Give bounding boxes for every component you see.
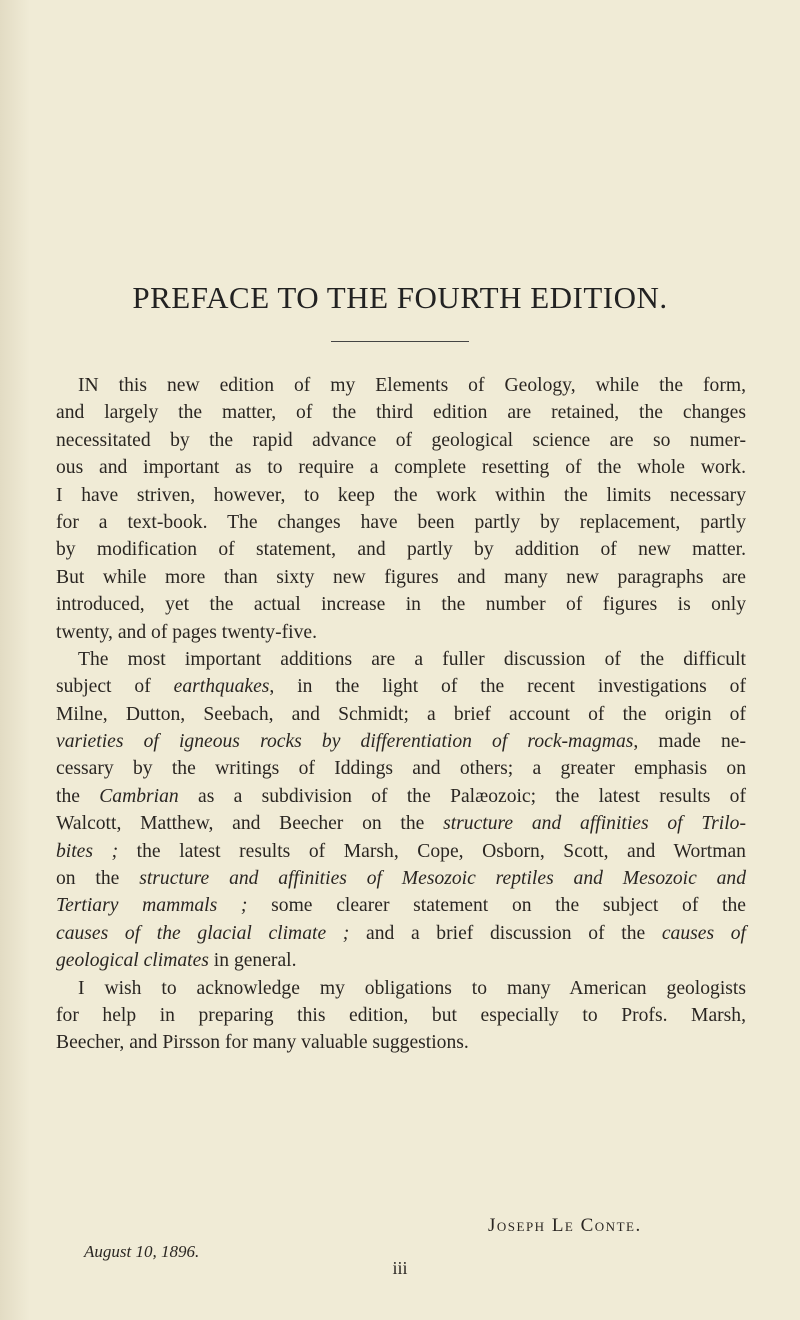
text-line: and largely the matter, of the third edition are retained, the changes (56, 402, 746, 424)
italic-term: structure and affinities of Trilo- (443, 813, 746, 835)
text-line: Beecher, and Pirsson for many valuable suggestions. (56, 1032, 469, 1054)
italic-term: Cambrian (99, 785, 179, 807)
text-line: I have striven, however, to keep the work within the limits necessary (56, 484, 746, 506)
text-line: Walcott, Matthew, and Beecher on the structure and affinities of Trilo- (56, 813, 746, 835)
text-line: ous and important as to require a complete resetting of the whole work. (56, 457, 746, 479)
preface-heading: PREFACE TO THE FOURTH EDITION. (132, 280, 668, 315)
text-line: Milne, Dutton, Seebach, and Schmidt; a brief account of the origin of (56, 703, 746, 725)
text-line: on the structure and affinities of Mesozoic reptiles and Mesozoic and (56, 868, 746, 890)
heading-rule (331, 341, 469, 342)
text-line: the Cambrian as a subdivision of the Palæozoic; the latest results of (56, 785, 746, 807)
text-line: causes of the glacial climate ; and a brief discussion of the causes of (56, 922, 746, 944)
italic-term: causes of (661, 922, 746, 944)
paragraph-3 (56, 975, 746, 1057)
preface-body (56, 372, 746, 1057)
text-line: geological climates in general. (56, 950, 297, 972)
text-line: But while more than sixty new figures and many new paragraphs are (56, 566, 746, 588)
italic-term: structure and affinities of Mesozoic reptiles and Mesozoic and (139, 868, 746, 890)
text-line: for help in preparing this edition, but especially to Profs. Marsh, (56, 1004, 746, 1026)
text-line: Tertiary mammals ; some clearer statement on the subject of the (56, 895, 746, 917)
preface-date: August 10, 1896. (84, 1242, 200, 1261)
italic-term: earthquakes (173, 676, 270, 698)
italic-term: varieties of igneous rocks by differentiation of rock-magmas (56, 731, 634, 753)
text-line: introduced, yet the actual increase in the number of figures is only (56, 594, 746, 616)
italic-term: Tertiary mammals ; (56, 895, 248, 917)
text-line: cessary by the writings of Iddings and others; a greater emphasis on (56, 758, 746, 780)
text-line: for a text-book. The changes have been partly by replacement, partly (56, 511, 746, 533)
text-line: I wish to acknowledge my obligations to many American geologists (78, 977, 746, 999)
author-signature: Joseph Le Conte. (488, 1215, 642, 1236)
italic-term: causes of the glacial climate ; (56, 922, 350, 944)
text-line: necessitated by the rapid advance of geological science are so numer- (56, 429, 746, 451)
paragraph-2 (56, 646, 746, 975)
text-line: twenty, and of pages twenty-five. (56, 621, 317, 643)
text-line: varieties of igneous rocks by differentiation of rock-magmas, made ne- (56, 731, 746, 753)
paragraph-1 (56, 372, 746, 646)
page-number: iii (392, 1258, 408, 1278)
text-line: bites ; the latest results of Marsh, Cope, Osborn, Scott, and Wortman (56, 840, 746, 862)
text-line: by modification of statement, and partly by addition of new matter. (56, 539, 746, 561)
text-line: subject of earthquakes, in the light of the recent investigations of (56, 676, 746, 698)
text-line: IN this new edition of my Elements of Geology, while the form, (78, 375, 746, 396)
text-line: The most important additions are a fuller discussion of the difficult (78, 648, 746, 670)
italic-term: geological climates (56, 950, 209, 972)
italic-term: bites ; (56, 840, 119, 862)
